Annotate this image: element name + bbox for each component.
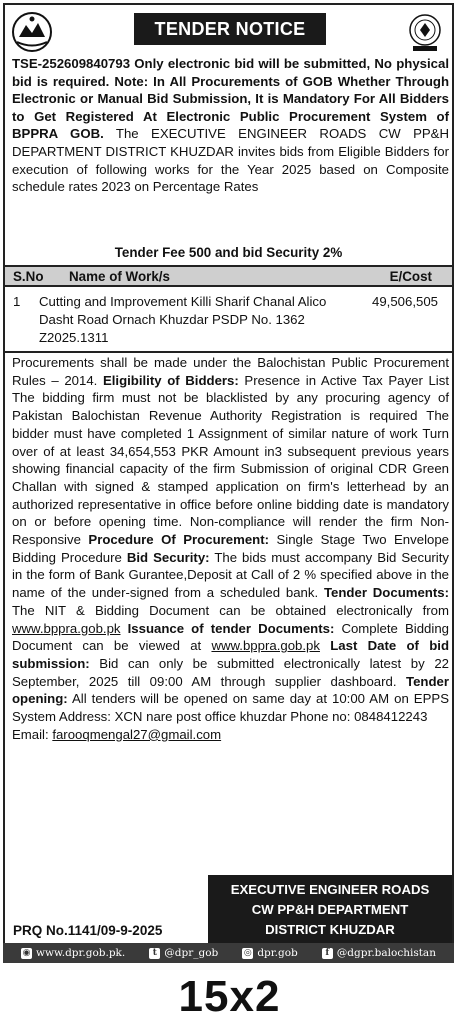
tender-notice-title: TENDER NOTICE	[134, 13, 326, 45]
instagram-icon: ◎	[243, 947, 252, 958]
facebook-icon: f	[322, 948, 333, 959]
signature-line-1: EXECUTIVE ENGINEER ROADS	[230, 882, 430, 897]
tender-opening-heading: Tender opening:	[12, 673, 449, 707]
ad-size-label: 15x2	[178, 972, 281, 1021]
email-link[interactable]: farooqmengal27@gmail.com	[52, 726, 222, 742]
row-sno: 1	[13, 294, 21, 309]
signature-line-2: CW PP&H DEPARTMENT	[251, 902, 409, 917]
social-footer-bar	[3, 943, 454, 963]
tender-fee-line: Tender Fee 500 and bid Security 2%	[114, 245, 343, 260]
email-label: Email:	[12, 726, 53, 742]
tender-documents-heading: Tender Documents:	[323, 585, 449, 601]
intro-bold-text: TSE-252609840793 Only electronic bid will be submitted, No physical bid is required. Note: In All Procurements of GOB Whether Through Electronic or Manual Bid Submission, It is Mandatory For All Bidders to Get Registered At Electronic Public Procurement System of BPPRA GOB.	[12, 56, 449, 142]
twitter-icon: t	[149, 948, 160, 959]
facebook-text: @dgpr.balochistan	[336, 947, 436, 959]
website-item[interactable]	[21, 947, 125, 959]
row-cost: 49,506,505	[371, 294, 438, 309]
body-text-3: Single Stage Two Envelope Bidding Procedure	[12, 532, 449, 565]
department-emblem-icon	[404, 11, 446, 53]
body-text-4: The bids must accompany Bid Security in the form of Bank Gurantee,Deposit at Call of 2 % specified above in the name of the under-signed from a scheduled bank.	[12, 549, 449, 601]
header-cost: E/Cost	[389, 269, 432, 284]
header-work: Name of Work/s	[69, 269, 170, 284]
issuance-heading: Issuance of tender Documents:	[127, 620, 335, 636]
bid-security-heading: Bid Security:	[126, 549, 210, 565]
instagram-item[interactable]	[242, 947, 297, 959]
header	[5, 5, 452, 55]
body-text-8: All tenders will be opened on same day at 10:00 AM on EPPS System Address: XCN nare post office khuzdar Phone no: 0848412243	[12, 691, 449, 725]
last-date-heading: Last Date of bid submission:	[12, 638, 449, 671]
signature-block	[208, 875, 452, 945]
facebook-item[interactable]	[322, 947, 436, 959]
procedure-heading: Procedure Of Procurement:	[88, 532, 269, 548]
body-text-1: Procurements shall be made under the Balochistan Public Procurement Rules – 2014.	[12, 355, 449, 388]
body-text-7: Bid can only be submitted electronically latest by 22 September, 2025 till 09:00 AM through supplier dashboard.	[12, 655, 449, 689]
instagram-text: dpr.gob	[257, 947, 298, 959]
bppra-link[interactable]: www.bppra.gob.pk	[12, 620, 121, 636]
header-sno: S.No	[13, 269, 44, 284]
signature-line-3: DISTRICT KHUZDAR	[265, 922, 395, 937]
intro-normal-text: The EXECUTIVE ENGINEER ROADS CW PP&H DEPARTMENT DISTRICT KHUZDAR invites bids from Eligible Bidders for execution of following works for the Year 2025 based on Composite schedule rates 2023 on Percentage Rates	[12, 126, 449, 195]
intro-paragraph	[12, 55, 449, 196]
body-text-6: Complete Bidding Document can be viewed at	[12, 620, 449, 654]
body-text-2: Presence in Active Tax Payer List The bidding firm must not be blacklisted by any procuring agency of Pakistan Balochistan Revenue Authority Registration is required The bidder must have completed 1 Assignment of similar nature of work Turn over of at least 34,654,553 PKR Amount in3 subsequent previous years showing financial capacity of the firm Submission of original CDR Green Challan with signed & stamped application on firm's letterhead by an authorized representative in office before online bidding date is mandatory on or before opening time. Non-compliance will render the firm Non-Responsive	[12, 372, 449, 548]
eligibility-heading: Eligibility of Bidders:	[102, 372, 239, 388]
tender-notice-frame	[3, 3, 454, 963]
table-row	[5, 289, 452, 353]
globe-icon: ◉	[22, 947, 31, 958]
prq-number: PRQ No.1141/09-9-2025	[13, 923, 163, 938]
tender-body-text	[12, 354, 449, 743]
body-text-5: The NIT & Bidding Document can be obtained electronically from	[12, 602, 449, 618]
works-table-header	[5, 265, 452, 287]
row-work: Cutting and Improvement Killi Sharif Chanal Alico Dasht Road Ornach Khuzdar PSDP No. 1362 Z2025.1311	[39, 294, 327, 345]
twitter-item[interactable]	[149, 947, 218, 959]
twitter-text: @dpr_gob	[164, 947, 219, 959]
website-text: www.dpr.gob.pk.	[36, 947, 126, 959]
government-logo-icon	[11, 11, 53, 53]
bppra-link-2[interactable]: www.bppra.gob.pk	[211, 638, 320, 654]
